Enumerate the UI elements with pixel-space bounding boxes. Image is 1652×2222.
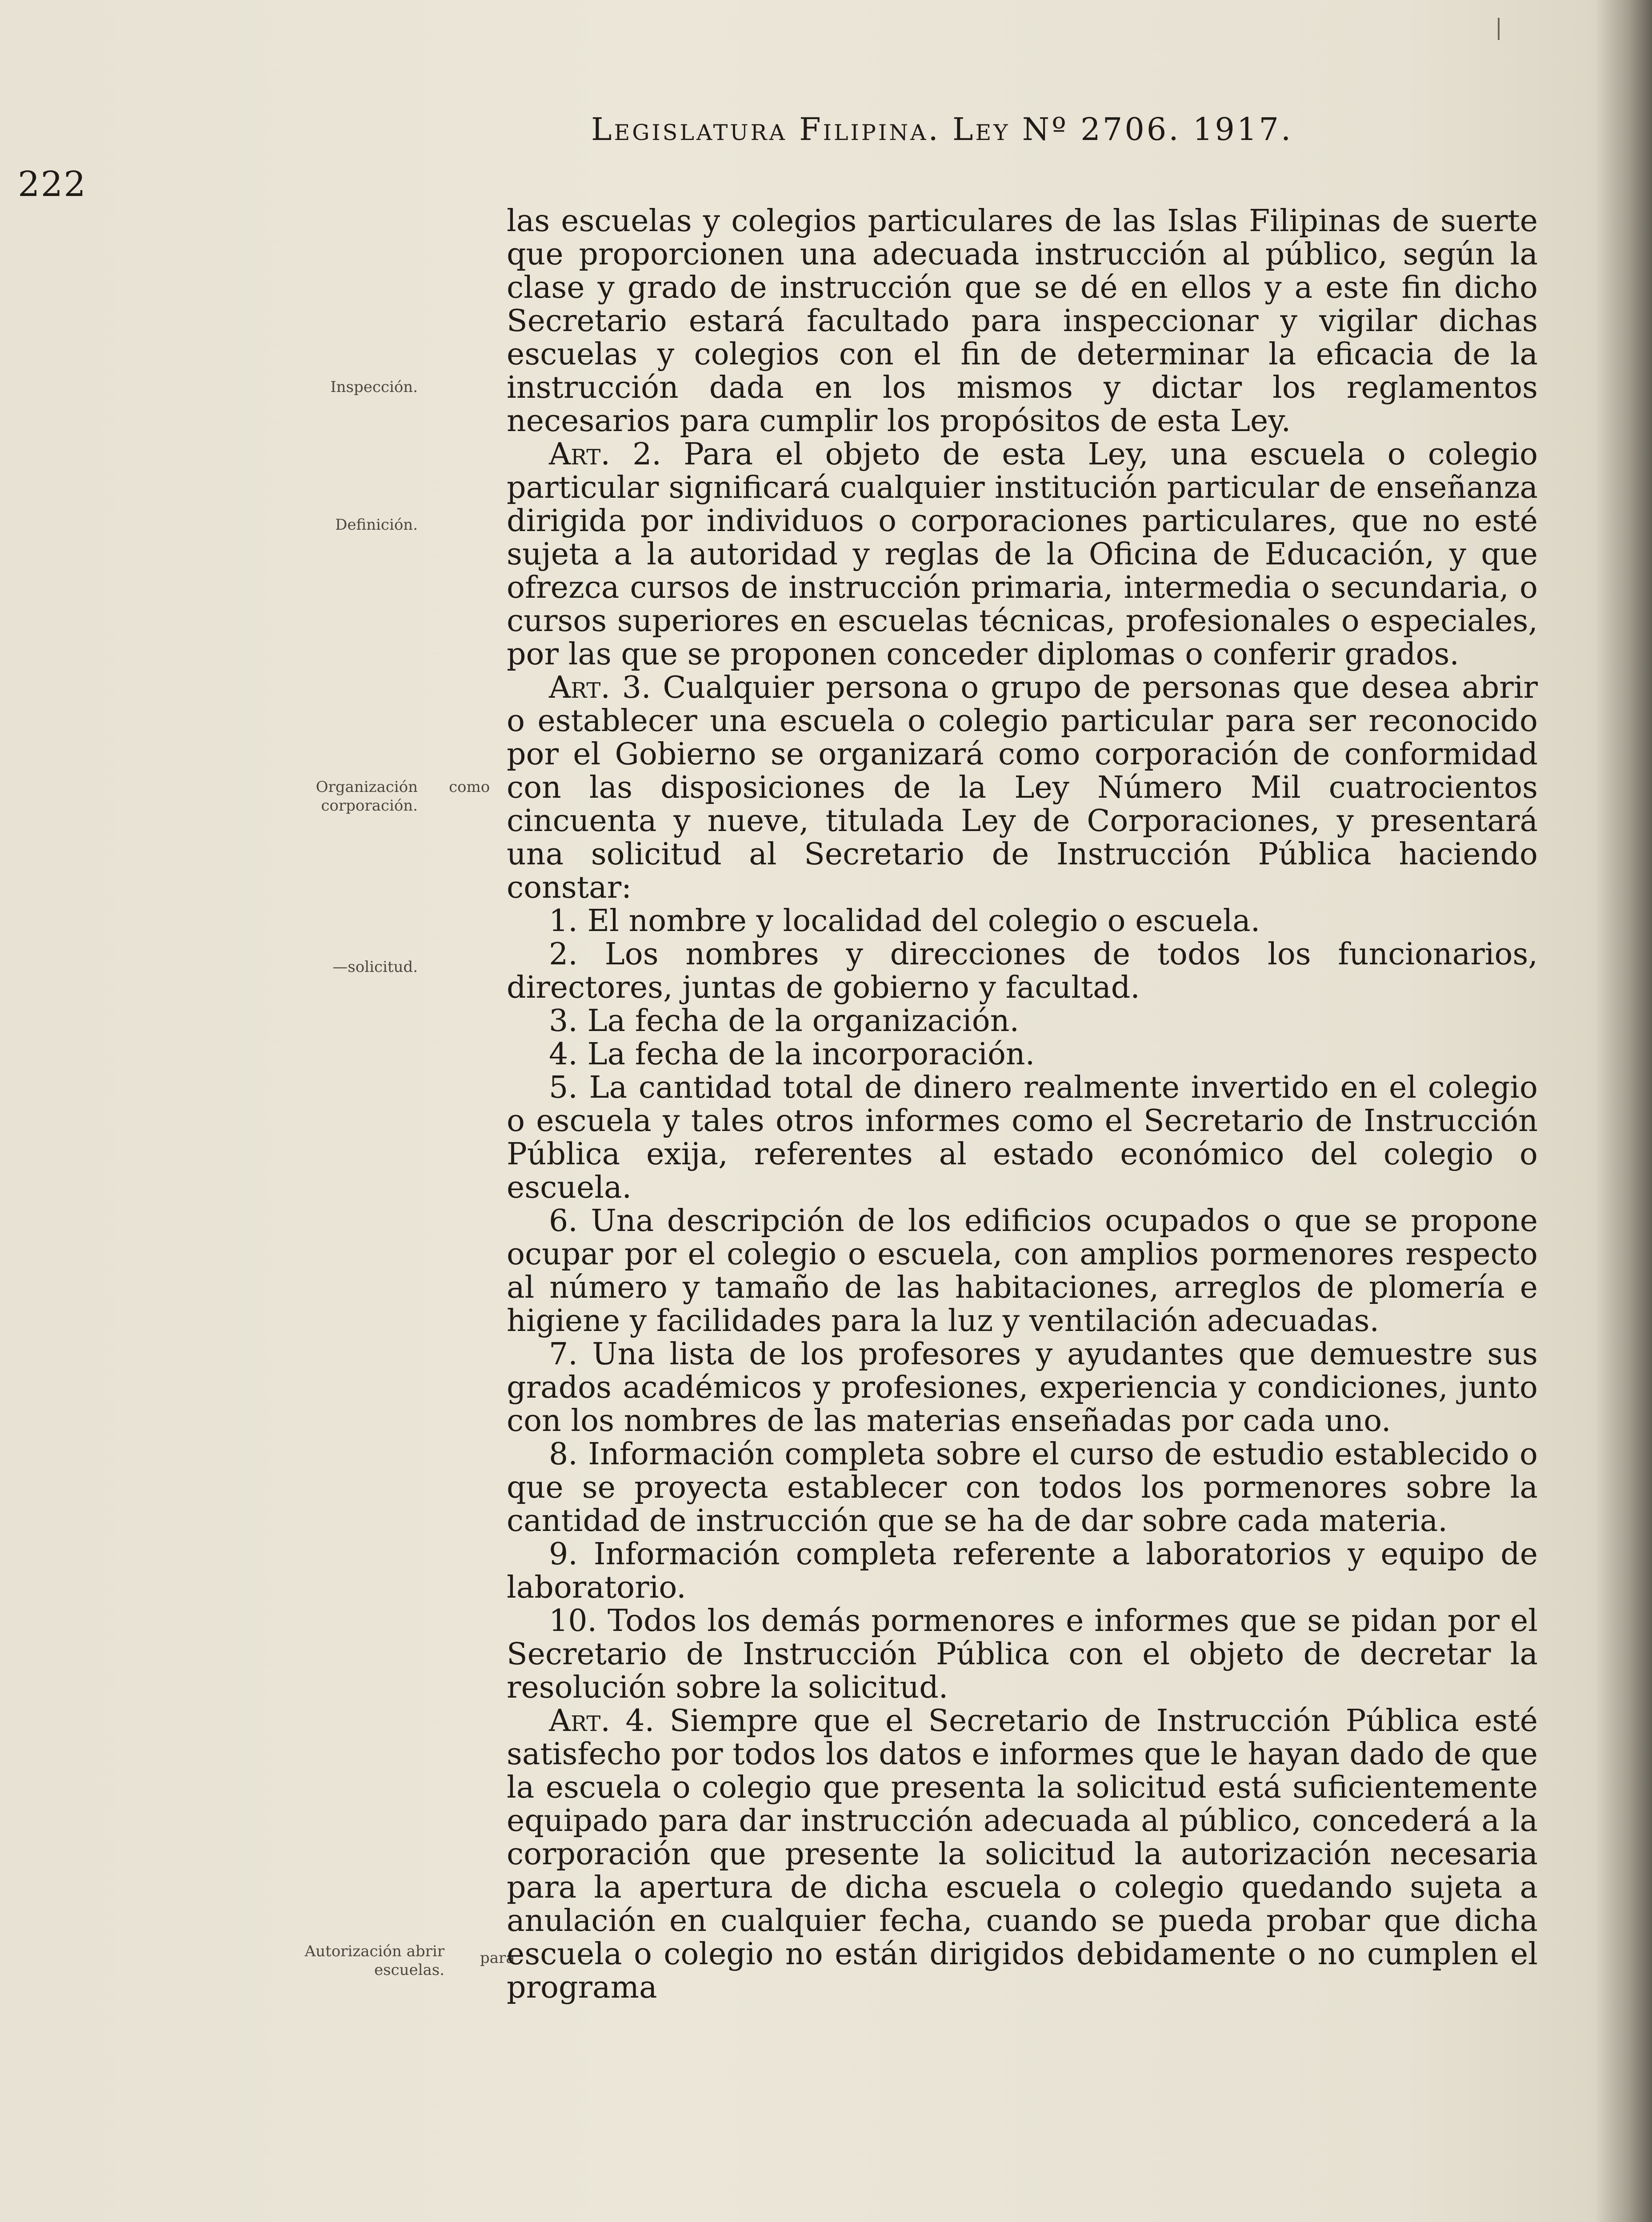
marginal-note-organizacion: Organización corporación. (316, 778, 418, 815)
article-4-text: Siempre que el Secretario de Instrucción Pública esté satisfecho por todos los datos e informes que le hayan dado de que la escuela o colegio que presenta la solicitud está suficientemente equipado para dar instrucción adecuada al público, concederá a la corporación que presente la solicitud la autorización necesaria para la apertura de dicha escuela o colegio quedando sujeta a anulación en cualquier fecha, cuando se pueda probar que dicha escuela o colegio no están dirigidos debidamente o no cumplen el programa (507, 1703, 1538, 2005)
article-3-text: Cualquier persona o grupo de personas que desea abrir o establecer una escuela o colegio particular para ser reconocido por el Gobierno se organizará como corporación de conformidad con las disposiciones de la Ley Número Mil cuatrocientos cincuenta y nueve, titulada Ley de Corporaciones, y presentará una solicitud al Secretario de Instrucción Pública haciendo constar: (507, 670, 1538, 905)
list-item: 1. El nombre y localidad del colegio o escuela. (549, 903, 1260, 939)
list-item: 2. Los nombres y direcciones de todos los funcionarios, directores, juntas de gobierno y facultad. (507, 937, 1538, 1005)
page-edge-shadow (1594, 0, 1652, 2222)
article-2-label: Art. 2. (549, 437, 661, 472)
marginal-note-autorizacion-para: para (480, 1949, 515, 1967)
page-number: 222 (18, 164, 87, 204)
article-3-label: Art. 3. (549, 670, 651, 705)
list-item: 10. Todos los demás pormenores e informes que se pidan por el Secretario de Instrucción Pública con el objeto de decretar la resolución sobre la solicitud. (507, 1603, 1538, 1705)
list-item: 8. Información completa sobre el curso de estudio establecido o que se proyecta establecer con todos los pormenores sobre la cantidad de instrucción que se ha de dar sobre cada materia. (507, 1437, 1538, 1539)
list-item: 7. Una lista de los profesores y ayudantes que demuestre sus grados académicos y profesiones, experiencia y condiciones, junto con los nombres de las materias enseñadas por cada uno. (507, 1337, 1538, 1439)
list-item: 9. Información completa referente a laboratorios y equipo de laboratorio. (507, 1537, 1538, 1605)
list-item: 3. La fecha de la organización. (549, 1003, 1020, 1039)
list-item: 4. La fecha de la incorporación. (549, 1037, 1035, 1072)
main-text-column (507, 204, 1538, 2004)
marginal-note-organizacion-como: como (449, 778, 490, 796)
article-4-label: Art. 4. (549, 1703, 655, 1738)
article-4 (507, 1704, 1538, 2004)
running-head: Legislatura Filipina. Ley Nº 2706. 1917. (591, 111, 1293, 148)
paragraph-intro: las escuelas y colegios particulares de las Islas Filipinas de suerte que proporcionen una adecuada instrucción al público, según la clase y grado de instrucción que se dé en ellos y a este fin dicho Secretario estará facultado para inspeccionar y vigilar dichas escuelas y colegios con el fin de determinar la eficacia de la instrucción dada en los mismos y dictar los reglamentos necesarios para cumplir los propósitos de esta Ley. (507, 204, 1538, 439)
marginal-note-inspeccion: Inspección. (330, 378, 418, 396)
marginal-note-solicitud: —solicitud. (332, 958, 418, 976)
article-2 (507, 438, 1538, 671)
article-2-text: Para el objeto de esta Ley, una escuela o colegio particular significará cualquier institución particular de enseñanza dirigida por individuos o corporaciones particulares, que no esté sujeta a la autoridad y reglas de la Oficina de Educación, y que ofrezca cursos de instrucción primaria, intermedia o secundaria, o cursos superiores en escuelas técnicas, profesionales o especiales, por las que se proponen conceder diplomas o conferir grados. (507, 437, 1538, 672)
list-item: 5. La cantidad total de dinero realmente invertido en el colegio o escuela y tales otros informes como el Secretario de Instrucción Pública exija, referentes al estado económico del colegio o escuela. (507, 1070, 1538, 1205)
marginal-note-definicion: Definición. (335, 516, 418, 534)
article-3 (507, 671, 1538, 904)
page-mark (1498, 18, 1500, 40)
list-item: 6. Una descripción de los edificios ocupados o que se propone ocupar por el colegio o escuela, con amplios pormenores respecto al número y tamaño de las habitaciones, arreglos de plomería e higiene y facilidades para la luz y ventilación adecuadas. (507, 1203, 1538, 1339)
marginal-note-autorizacion: Autorización abrir escuelas. (304, 1942, 444, 1979)
